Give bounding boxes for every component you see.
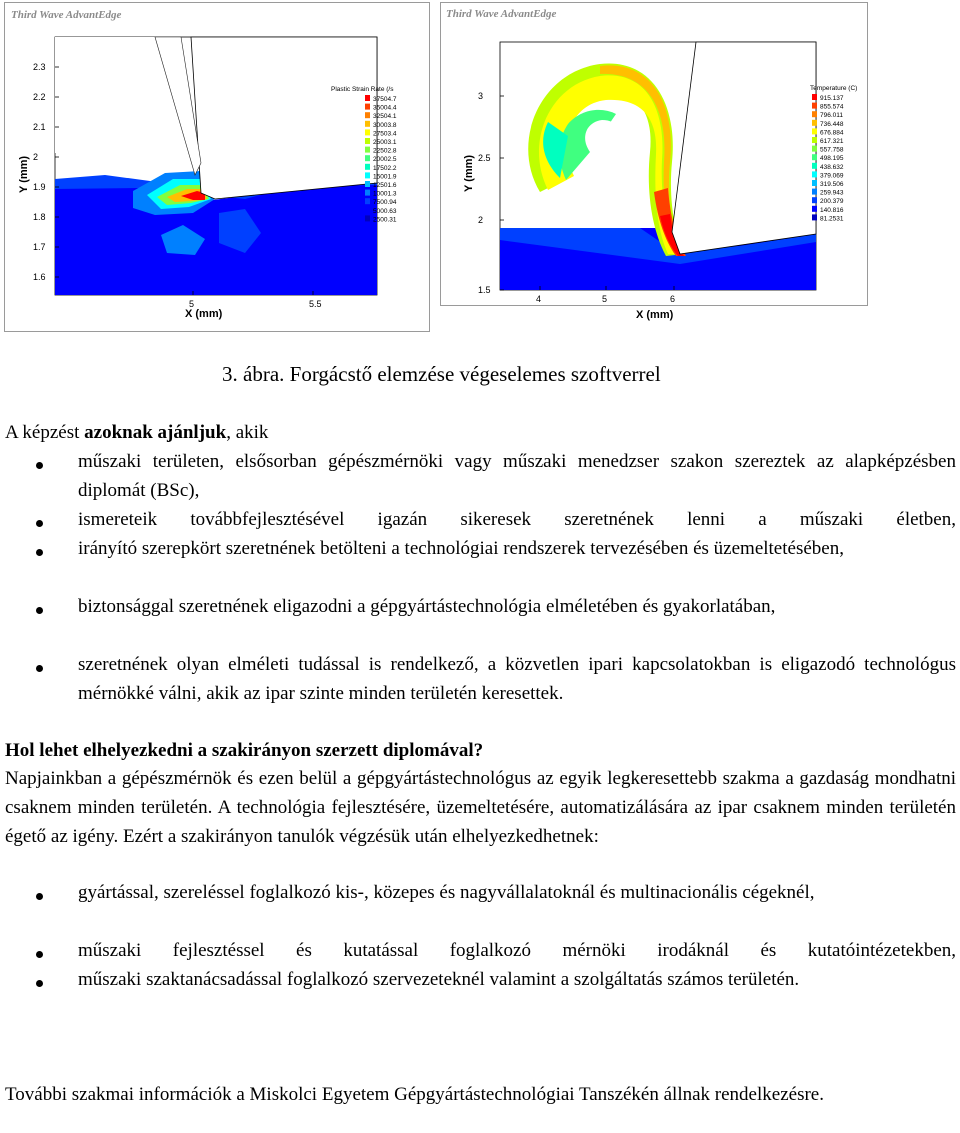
legend-swatch <box>812 94 817 100</box>
legend-swatch <box>812 197 817 203</box>
legend-swatch <box>812 146 817 152</box>
legend-swatch <box>812 180 817 186</box>
list-item: biztonsággal szeretnének eligazodni a gépgyártástechnológia elméletében és gyakorlatában, <box>78 596 776 617</box>
bullet-icon <box>36 607 43 614</box>
list-item: műszaki területen, elsősorban gépészmérnöki vagy műszaki menedzser szakon szereztek az alapképzésben diplomát (BSc), <box>78 451 956 501</box>
legend-value: 12501.6 <box>373 182 397 189</box>
bullet-icon <box>36 549 43 556</box>
legend-swatch <box>365 215 370 221</box>
legend-swatch <box>812 171 817 177</box>
legend <box>365 95 397 223</box>
legend-swatch <box>812 189 817 195</box>
legend-swatch <box>812 137 817 143</box>
x-tick-label: 5.5 <box>309 299 322 309</box>
legend-swatch <box>365 190 370 196</box>
legend-value: 319.506 <box>820 181 844 188</box>
y-tick-label: 3 <box>478 91 484 101</box>
intro-bold: azoknak ajánljuk <box>84 422 227 443</box>
legend-value: 35004.4 <box>373 104 397 112</box>
legend-title: Temperature (C) <box>810 85 858 92</box>
y-axis-label: Y (mm) <box>18 155 30 193</box>
body-paragraph: Napjainkban a gépészmérnök és ezen belül a gépgyártástechnológus az egyik legkeresettebb szakma a gazdaság mondhatni csaknem minden területén. A technológia fejlesztésére, üzemeltetésére, automatizálására az ipar csaknem minden területén égető az igény. Ezért a szakirányon tanulók végzésük után elhelyezkedhetnek: <box>5 768 956 847</box>
legend-swatch <box>812 111 817 117</box>
legend-value: 557.758 <box>820 146 844 154</box>
legend-swatch <box>365 164 370 170</box>
list-item: műszaki szaktanácsadással foglalkozó szervezeteknél valamint a szolgáltatás számos területén. <box>78 969 800 990</box>
y-tick-label: 1.5 <box>478 285 491 295</box>
legend-title: Plastic Strain Rate (/s <box>331 86 394 93</box>
bullet-icon <box>36 462 43 469</box>
legend-swatch <box>812 103 817 109</box>
x-tick-label: 5 <box>189 299 195 309</box>
legend-value: 25003.1 <box>373 139 397 146</box>
x-axis-label: X (mm) <box>185 308 223 320</box>
legend-swatch <box>365 155 370 161</box>
intro-before: A képzést <box>5 422 85 443</box>
y-tick-label: 2.5 <box>478 153 491 163</box>
legend-swatch <box>365 104 370 110</box>
legend-swatch <box>365 198 370 204</box>
legend-value: 32504.1 <box>373 113 397 121</box>
legend-value: 498.195 <box>820 155 844 163</box>
figure-title: Third Wave AdvantEdge <box>11 9 122 21</box>
legend-value: 617.321 <box>820 138 844 145</box>
y-tick-label: 2.2 <box>33 92 46 102</box>
legend-value: 915.137 <box>820 95 844 102</box>
list-item: irányító szerepkört szeretnének betölteni a technológiai rendszerek tervezésében és üzemeltetésében, <box>78 538 844 559</box>
intro-line <box>5 418 956 447</box>
section-heading: Hol lehet elhelyezkedni a szakirányon szerzett diplomával? <box>5 740 484 761</box>
legend-value: 259.943 <box>820 189 844 197</box>
legend-swatch <box>812 154 817 160</box>
legend-swatch <box>812 214 817 220</box>
legend-swatch <box>365 138 370 144</box>
x-tick-label: 4 <box>536 294 542 304</box>
closing-paragraph: További szakmai információk a Miskolci Egyetem Gépgyártástechnológiai Tanszékén állnak rendelkezésre. <box>5 1084 824 1105</box>
legend-value: 796.011 <box>820 112 844 120</box>
legend-swatch <box>365 129 370 135</box>
temperature-plot <box>440 2 868 321</box>
legend-value: 2500.31 <box>373 216 397 224</box>
bullet-icon <box>36 893 43 900</box>
figure-caption: 3. ábra. Forgácstő elemzése végeselemes szoftverrel <box>222 362 661 386</box>
list-item: gyártással, szereléssel foglalkozó kis-, közepes és nagyvállalatoknál és multinacionális cégeknél, <box>78 882 815 903</box>
legend-value: 10001.3 <box>373 190 397 198</box>
y-tick-label: 2 <box>478 215 484 225</box>
legend <box>812 94 844 222</box>
y-tick-label: 2 <box>33 152 39 162</box>
legend-value: 81.2531 <box>820 215 844 223</box>
legend-swatch <box>365 207 370 213</box>
legend-swatch <box>812 206 817 212</box>
list-item: ismereteik továbbfejlesztésével igazán sikeresek szeretnének lenni a műszaki életben, <box>78 509 956 530</box>
legend-value: 17502.2 <box>373 164 397 172</box>
legend-value: 27503.4 <box>373 130 397 138</box>
legend-value: 15001.9 <box>373 173 397 181</box>
legend-swatch <box>812 120 817 126</box>
intro-after: , akik <box>226 422 269 443</box>
legend-value: 736.448 <box>820 120 844 128</box>
legend-swatch <box>812 163 817 169</box>
legend-value: 200.379 <box>820 198 844 206</box>
legend-value: 37504.7 <box>373 96 397 103</box>
figure-title: Third Wave AdvantEdge <box>446 8 557 20</box>
legend-swatch <box>812 128 817 134</box>
legend-value: 855.574 <box>820 103 844 111</box>
bullet-icon <box>36 951 43 958</box>
legend-value: 140.816 <box>820 206 844 214</box>
x-tick-label: 6 <box>670 294 676 304</box>
legend-value: 5000.63 <box>373 207 397 215</box>
legend-value: 7500.94 <box>373 199 397 207</box>
strain-rate-figure <box>4 2 430 332</box>
y-tick-label: 1.6 <box>33 272 46 282</box>
legend-value: 438.632 <box>820 163 844 171</box>
y-tick-label: 2.3 <box>33 62 46 72</box>
legend-swatch <box>365 172 370 178</box>
bullet-icon <box>36 665 43 672</box>
x-tick-label: 5 <box>602 294 608 304</box>
list-item: szeretnének olyan elméleti tudással is rendelkező, a közvetlen ipari kapcsolatokban is eligazodó technológus mérnökké válni, akik az ipar szinte minden területén keresettek. <box>78 654 956 704</box>
legend-value: 20002.5 <box>373 156 397 164</box>
legend-value: 22502.8 <box>373 147 397 155</box>
x-axis-label: X (mm) <box>636 309 674 321</box>
legend-value: 676.884 <box>820 129 844 137</box>
legend-swatch <box>365 147 370 153</box>
legend-swatch <box>365 181 370 187</box>
list-item: műszaki fejlesztéssel és kutatással foglalkozó mérnöki irodáknál és kutatóintézetekben, <box>78 940 956 961</box>
y-tick-label: 1.8 <box>33 212 46 222</box>
bullet-icon <box>36 980 43 987</box>
legend-swatch <box>365 112 370 118</box>
bullet-icon <box>36 520 43 527</box>
y-tick-label: 1.7 <box>33 242 46 252</box>
temperature-figure <box>440 2 868 321</box>
y-axis-label: Y (mm) <box>463 154 475 192</box>
y-tick-label: 2.1 <box>33 122 46 132</box>
legend-value: 379.069 <box>820 172 844 180</box>
y-tick-label: 1.9 <box>33 182 46 192</box>
legend-swatch <box>365 95 370 101</box>
legend-swatch <box>365 121 370 127</box>
legend-value: 30003.8 <box>373 121 397 129</box>
strain-rate-plot <box>5 3 429 331</box>
